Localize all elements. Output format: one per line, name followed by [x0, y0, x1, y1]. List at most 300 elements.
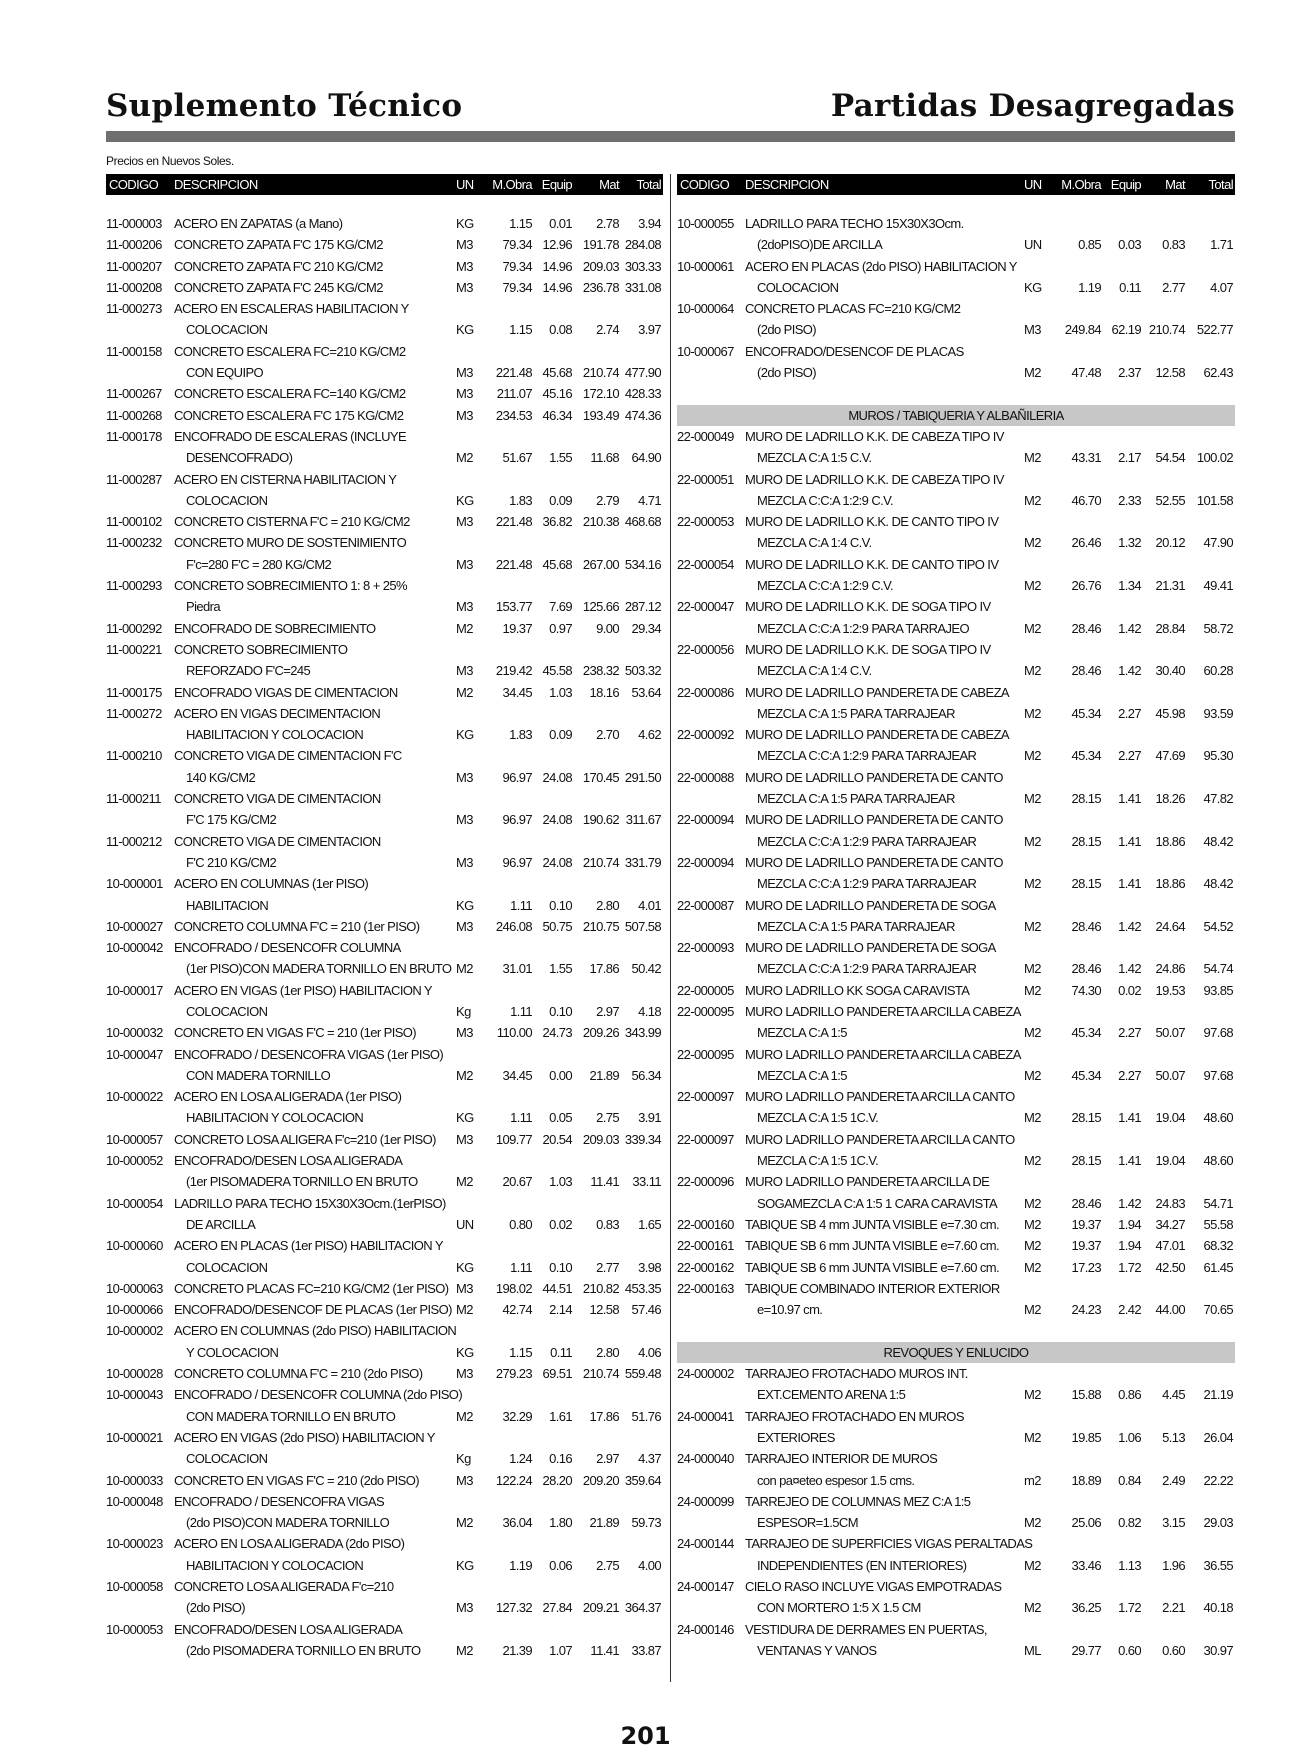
item-material-cost — [572, 639, 619, 660]
table-row — [106, 319, 663, 340]
item-material-cost: 30.40 — [1155, 663, 1185, 679]
item-equipment-cost — [1101, 469, 1141, 490]
item-code: 22-000095 — [677, 1003, 734, 1019]
table-row — [677, 1299, 1235, 1320]
item-description: DESENCOFRADO) — [186, 450, 293, 466]
item-code: 11-000268 — [106, 407, 162, 423]
header-unit: UN — [1024, 177, 1042, 192]
item-description: MURO DE LADRILLO K.K. DE SOGA TIPO IV — [745, 641, 991, 657]
item-description: e=10.97 cm. — [757, 1302, 823, 1318]
item-total: 339.34 — [624, 1131, 661, 1147]
page-title: Suplemento Técnico — [106, 88, 463, 124]
item-total: 534.16 — [624, 556, 661, 572]
item-description: ESPESOR=1.5CM — [757, 1515, 858, 1531]
table-row — [106, 809, 663, 830]
table-row — [106, 682, 663, 703]
item-material-cost: 236.78 — [582, 279, 619, 295]
item-material-cost: 24.64 — [1155, 918, 1185, 934]
item-description: MEZCLA C:A 1:5 1C.V. — [757, 1110, 879, 1126]
item-total: 53.64 — [631, 684, 661, 700]
item-equipment-cost — [532, 1533, 572, 1554]
item-total: 95.30 — [1203, 748, 1233, 764]
table-row — [677, 1470, 1235, 1491]
item-equipment-cost: 1.80 — [549, 1515, 572, 1531]
item-unit: M2 — [1024, 1600, 1041, 1616]
item-equipment-cost — [1101, 1129, 1141, 1150]
item-description: Piedra — [186, 599, 220, 615]
item-material-cost: 210.38 — [582, 514, 619, 530]
item-description: CONCRETO ZAPATA F'C 245 KG/CM2 — [174, 279, 383, 295]
table-body-left — [106, 213, 663, 1661]
item-unit — [456, 1320, 486, 1341]
item-description: HABILITACION — [186, 897, 269, 913]
table-row — [677, 490, 1235, 511]
item-labor-cost: 19.37 — [1071, 1216, 1101, 1232]
item-unit: M3 — [456, 365, 473, 381]
table-row — [106, 1363, 663, 1384]
header-unit: UN — [456, 177, 474, 192]
item-material-cost — [1141, 554, 1185, 575]
item-total: 101.58 — [1196, 492, 1233, 508]
item-unit — [456, 1384, 486, 1405]
item-code — [677, 1107, 745, 1128]
item-total: 311.67 — [625, 812, 661, 828]
item-total — [619, 1491, 663, 1512]
item-equipment-cost: 0.84 — [1118, 1472, 1141, 1488]
item-equipment-cost — [532, 532, 572, 553]
table-row — [106, 256, 663, 277]
item-description: MEZCLA C:C:A 1:2:9 PARA TARRAJEO — [757, 620, 969, 636]
item-total: 331.79 — [624, 854, 661, 870]
item-labor-cost — [1054, 298, 1101, 319]
table-row — [677, 809, 1235, 830]
item-equipment-cost — [1101, 426, 1141, 447]
item-description: ENCOFRADO/DESEN LOSA ALIGERADA — [174, 1153, 403, 1169]
item-equipment-cost: 62.19 — [1111, 322, 1141, 338]
table-row — [677, 1022, 1235, 1043]
item-code: 22-000097 — [677, 1089, 734, 1105]
item-material-cost — [1141, 937, 1185, 958]
item-labor-cost — [1054, 1129, 1101, 1150]
item-material-cost — [1141, 852, 1185, 873]
item-total: 4.37 — [638, 1451, 661, 1467]
table-row — [677, 256, 1235, 277]
item-description: ACERO EN ESCALERAS HABILITACION Y — [174, 301, 409, 317]
item-code — [106, 1171, 174, 1192]
item-equipment-cost: 14.96 — [542, 258, 572, 274]
table-row — [106, 1150, 663, 1171]
item-total: 3.91 — [638, 1110, 661, 1126]
item-total — [619, 469, 663, 490]
item-material-cost: 193.49 — [582, 407, 619, 423]
item-unit: M3 — [1024, 322, 1041, 338]
item-equipment-cost: 0.82 — [1118, 1515, 1141, 1531]
table-row — [677, 319, 1235, 340]
table-row — [106, 958, 663, 979]
item-equipment-cost: 1.41 — [1118, 876, 1141, 892]
item-equipment-cost: 2.27 — [1118, 1067, 1141, 1083]
item-description: CON MADERA TORNILLO EN BRUTO — [186, 1408, 396, 1424]
item-code — [677, 916, 745, 937]
item-labor-cost — [1054, 767, 1101, 788]
item-total — [1185, 1619, 1235, 1640]
item-description: MEZCLA C:A 1:5 PARA TARRAJEAR — [757, 918, 955, 934]
item-unit: M3 — [456, 237, 473, 253]
item-equipment-cost — [532, 1491, 572, 1512]
item-unit — [1024, 809, 1054, 830]
item-code — [677, 1065, 745, 1086]
item-code — [677, 1193, 745, 1214]
item-total: 3.94 — [638, 216, 661, 231]
item-material-cost — [1141, 596, 1185, 617]
item-equipment-cost — [532, 1086, 572, 1107]
item-labor-cost: 96.97 — [502, 769, 532, 785]
item-code: 22-000161 — [677, 1238, 734, 1254]
item-description: MEZCLA C:A 1:5 PARA TARRAJEAR — [757, 791, 955, 807]
item-material-cost: 24.83 — [1155, 1195, 1185, 1211]
item-description: MURO LADRILLO PANDERETA ARCILLA CANTO — [745, 1089, 1015, 1105]
item-description: F'C 210 KG/CM2 — [186, 854, 277, 870]
item-material-cost — [572, 1320, 619, 1341]
item-description: CONCRETO EN VIGAS F'C = 210 (2do PISO) — [174, 1472, 419, 1488]
item-labor-cost: 28.46 — [1071, 918, 1101, 934]
item-code — [677, 234, 745, 255]
item-description: ACERO EN ZAPATAS (a Mano) — [174, 216, 343, 231]
item-total — [619, 745, 663, 766]
item-material-cost — [572, 980, 619, 1001]
item-equipment-cost — [532, 788, 572, 809]
item-unit: M2 — [1024, 918, 1041, 934]
item-labor-cost: 28.46 — [1071, 620, 1101, 636]
item-unit: M2 — [456, 450, 473, 466]
item-labor-cost: 26.76 — [1071, 578, 1101, 594]
item-equipment-cost — [532, 873, 572, 894]
item-equipment-cost — [1101, 511, 1141, 532]
table-row — [106, 660, 663, 681]
item-code: 11-000102 — [106, 514, 162, 530]
item-material-cost — [1141, 1278, 1185, 1299]
item-code: 22-000095 — [677, 1046, 734, 1062]
item-description: MURO DE LADRILLO PANDERETA DE CABEZA — [745, 727, 1009, 743]
item-equipment-cost: 1.42 — [1118, 620, 1141, 636]
item-code — [106, 660, 174, 681]
item-description: ACERO EN PLACAS (1er PISO) HABILITACION Y — [174, 1238, 443, 1254]
item-unit — [1024, 426, 1054, 447]
item-code: 24-000002 — [677, 1366, 734, 1382]
item-material-cost: 2.78 — [596, 216, 619, 231]
item-total — [1185, 1406, 1235, 1427]
item-labor-cost: 29.77 — [1071, 1642, 1101, 1658]
item-labor-cost: 43.31 — [1071, 450, 1101, 466]
item-unit: M3 — [456, 599, 473, 615]
item-total: 3.98 — [638, 1259, 661, 1275]
item-labor-cost — [1054, 213, 1101, 234]
item-equipment-cost: 0.09 — [549, 727, 572, 743]
item-unit — [1024, 1363, 1054, 1384]
item-labor-cost: 28.46 — [1071, 663, 1101, 679]
table-row — [106, 234, 663, 255]
item-description: ACERO EN PLACAS (2do PISO) HABILITACION Y — [745, 258, 1017, 274]
item-description: F'C 175 KG/CM2 — [186, 812, 277, 828]
table-row — [106, 639, 663, 660]
item-labor-cost — [486, 426, 532, 447]
item-material-cost — [1141, 1491, 1185, 1512]
item-description: MEZCLA C:A 1:5 — [757, 1067, 847, 1083]
table-row — [106, 1193, 663, 1214]
item-description: ENCOFRADO/DESENCOF DE PLACAS (1er PISO) — [174, 1302, 452, 1318]
item-description: MURO LADRILLO KK SOGA CARAVISTA — [745, 982, 970, 998]
item-unit: M2 — [456, 1174, 473, 1190]
table-row — [677, 532, 1235, 553]
item-equipment-cost — [1101, 1278, 1141, 1299]
item-unit — [456, 703, 486, 724]
item-equipment-cost: 0.00 — [549, 1067, 572, 1083]
item-description: SOGAMEZCLA C:A 1:5 1 CARA CARAVISTA — [757, 1195, 998, 1211]
item-labor-cost: 19.37 — [1071, 1238, 1101, 1254]
item-equipment-cost — [1101, 724, 1141, 745]
item-code: 11-000206 — [106, 237, 162, 253]
item-description: 140 KG/CM2 — [186, 769, 256, 785]
item-equipment-cost: 0.06 — [549, 1557, 572, 1573]
item-code: 24-000040 — [677, 1451, 734, 1467]
item-material-cost: 2.21 — [1162, 1600, 1185, 1616]
item-code — [677, 532, 745, 553]
item-description: CON EQUIPO — [186, 365, 264, 381]
item-unit: ML — [1024, 1642, 1041, 1658]
item-material-cost: 2.70 — [596, 727, 619, 743]
item-material-cost — [572, 937, 619, 958]
table-row — [677, 682, 1235, 703]
item-unit: Kg — [456, 1451, 471, 1467]
item-labor-cost: 46.70 — [1071, 492, 1101, 508]
item-labor-cost: 249.84 — [1064, 322, 1101, 338]
item-equipment-cost — [1101, 1619, 1141, 1640]
item-labor-cost — [1054, 1044, 1101, 1065]
item-material-cost — [572, 1086, 619, 1107]
item-unit: M2 — [1024, 748, 1041, 764]
item-labor-cost: 1.15 — [509, 216, 532, 231]
item-equipment-cost: 0.02 — [549, 1216, 572, 1232]
item-equipment-cost: 0.05 — [549, 1110, 572, 1126]
item-total — [619, 298, 663, 319]
item-labor-cost: 110.00 — [496, 1025, 532, 1041]
table-row — [106, 298, 663, 319]
item-material-cost: 18.16 — [589, 684, 619, 700]
item-total — [1185, 767, 1235, 788]
table-row — [106, 383, 663, 404]
item-unit: KG — [456, 897, 474, 913]
item-total — [1185, 1171, 1235, 1192]
item-total: 1.65 — [638, 1216, 661, 1232]
item-code: 22-000092 — [677, 727, 734, 743]
item-equipment-cost: 2.33 — [1118, 492, 1141, 508]
table-row — [106, 277, 663, 298]
table-row — [677, 1384, 1235, 1405]
item-unit: M2 — [1024, 663, 1041, 679]
item-description: MEZCLA C:C:A 1:2:9 PARA TARRAJEAR — [757, 876, 977, 892]
item-material-cost: 210.74 — [582, 365, 619, 381]
table-row — [106, 1171, 663, 1192]
item-unit: M2 — [1024, 1067, 1041, 1083]
item-equipment-cost: 1.13 — [1118, 1557, 1141, 1573]
item-unit: M2 — [456, 684, 473, 700]
item-labor-cost: 26.46 — [1071, 535, 1101, 551]
item-material-cost: 125.66 — [582, 599, 619, 615]
item-labor-cost: 1.11 — [510, 1259, 532, 1275]
item-labor-cost — [486, 1384, 532, 1405]
item-equipment-cost — [1101, 1491, 1141, 1512]
item-total — [1185, 852, 1235, 873]
item-code: 10-000017 — [106, 982, 163, 998]
item-labor-cost — [1054, 1001, 1101, 1022]
table-row — [677, 234, 1235, 255]
item-labor-cost: 221.48 — [495, 556, 532, 572]
item-material-cost: 3.15 — [1162, 1515, 1185, 1531]
item-material-cost — [1141, 1406, 1185, 1427]
item-unit — [456, 532, 486, 553]
item-equipment-cost — [1101, 256, 1141, 277]
item-total — [1185, 1086, 1235, 1107]
item-labor-cost: 45.34 — [1071, 705, 1101, 721]
item-code: 24-000146 — [677, 1621, 734, 1637]
item-total: 522.77 — [1196, 322, 1233, 338]
item-code: 10-000054 — [106, 1195, 163, 1211]
item-description: CONCRETO MURO DE SOSTENIMIENTO — [174, 535, 407, 551]
item-labor-cost — [1054, 1278, 1101, 1299]
item-labor-cost: 36.04 — [502, 1515, 532, 1531]
table-row — [106, 469, 663, 490]
item-equipment-cost — [532, 1576, 572, 1597]
item-material-cost: 17.86 — [589, 1408, 619, 1424]
item-code: 11-000267 — [106, 386, 162, 402]
item-equipment-cost: 50.75 — [542, 918, 572, 934]
item-description: MEZCLA C:C:A 1:2:9 PARA TARRAJEAR — [757, 748, 977, 764]
item-labor-cost — [1054, 469, 1101, 490]
item-total — [619, 1150, 663, 1171]
item-total — [1185, 298, 1235, 319]
item-material-cost — [572, 1491, 619, 1512]
item-description: LADRILLO PARA TECHO 15X30X3Ocm. — [745, 216, 964, 231]
table-row — [106, 1107, 663, 1128]
item-labor-cost — [1054, 1406, 1101, 1427]
item-material-cost: 210.74 — [582, 1366, 619, 1382]
header-description: DESCRIPCION — [745, 177, 829, 192]
item-unit — [1024, 596, 1054, 617]
item-total: 287.12 — [624, 599, 661, 615]
item-labor-cost: 246.08 — [495, 918, 532, 934]
item-material-cost — [1141, 767, 1185, 788]
item-total: 33.11 — [632, 1174, 661, 1190]
item-unit — [1024, 1619, 1054, 1640]
item-material-cost: 47.01 — [1155, 1238, 1185, 1254]
item-labor-cost: 1.15 — [509, 1344, 532, 1360]
item-description: ACERO EN COLUMNAS (1er PISO) — [174, 876, 369, 892]
item-unit: M2 — [1024, 705, 1041, 721]
item-total — [619, 1384, 663, 1405]
item-labor-cost — [1054, 1533, 1101, 1554]
page-number: 201 — [620, 1722, 671, 1750]
table-row — [677, 341, 1235, 362]
item-unit: M2 — [456, 1515, 473, 1531]
item-total: 26.04 — [1203, 1429, 1233, 1445]
item-unit: M3 — [456, 854, 473, 870]
table-row — [677, 1427, 1235, 1448]
table-row — [106, 1044, 663, 1065]
item-description: (2do PISO)CON MADERA TORNILLO — [186, 1515, 390, 1531]
item-description: COLOCACION — [757, 279, 839, 295]
item-labor-cost — [1054, 596, 1101, 617]
item-material-cost: 209.21 — [582, 1600, 619, 1616]
item-material-cost: 12.58 — [589, 1302, 619, 1318]
item-material-cost: 11.68 — [590, 450, 619, 466]
table-row — [106, 788, 663, 809]
item-description: INDEPENDIENTES (EN INTERIORES) — [757, 1557, 967, 1573]
table-row — [106, 1576, 663, 1597]
item-description: MURO DE LADRILLO PANDERETA DE SOGA — [745, 897, 996, 913]
item-labor-cost: 221.48 — [495, 365, 532, 381]
table-row — [106, 1384, 663, 1405]
item-labor-cost — [486, 788, 532, 809]
item-labor-cost — [1054, 1086, 1101, 1107]
item-unit: M2 — [1024, 450, 1041, 466]
item-description: TARRAJEO DE SUPERFICIES VIGAS PERALTADAS — [745, 1536, 1033, 1552]
item-code: 24-000144 — [677, 1536, 734, 1552]
item-equipment-cost — [1101, 809, 1141, 830]
price-table-left — [106, 174, 663, 1661]
item-material-cost: 54.54 — [1155, 450, 1185, 466]
item-total — [619, 1619, 663, 1640]
item-equipment-cost: 1.94 — [1118, 1238, 1141, 1254]
item-code: 24-000147 — [677, 1579, 734, 1594]
table-row — [677, 767, 1235, 788]
item-material-cost — [572, 341, 619, 362]
item-code: 22-000053 — [677, 514, 734, 530]
item-code — [677, 1150, 745, 1171]
item-material-cost: 210.74 — [582, 854, 619, 870]
item-description: CONCRETO SOBRECIMIENTO — [174, 641, 348, 657]
item-equipment-cost: 1.07 — [549, 1642, 572, 1658]
item-unit — [456, 1086, 486, 1107]
item-unit: M2 — [1024, 1153, 1041, 1169]
item-code — [677, 1427, 745, 1448]
item-total: 29.34 — [631, 620, 661, 636]
section-heading: MUROS / TABIQUERIA Y ALBAÑILERIA — [677, 405, 1235, 426]
table-row — [677, 1065, 1235, 1086]
item-equipment-cost — [1101, 298, 1141, 319]
item-code — [106, 852, 174, 873]
item-equipment-cost: 1.32 — [1118, 535, 1141, 551]
item-unit — [1024, 895, 1054, 916]
item-description: CONCRETO COLUMNA F'C = 210 (2do PISO) — [174, 1366, 423, 1382]
item-equipment-cost: 0.01 — [549, 216, 572, 231]
item-labor-cost — [486, 1619, 532, 1640]
item-material-cost — [572, 469, 619, 490]
table-row — [677, 660, 1235, 681]
table-row — [106, 916, 663, 937]
item-code: 22-000054 — [677, 556, 734, 572]
item-unit: M3 — [456, 1280, 473, 1296]
item-material-cost — [1141, 469, 1185, 490]
table-row — [106, 1129, 663, 1150]
item-code — [677, 319, 745, 340]
item-code: 11-000212 — [106, 833, 162, 849]
item-total — [1185, 1001, 1235, 1022]
item-equipment-cost — [1101, 1533, 1141, 1554]
item-labor-cost — [486, 937, 532, 958]
table-row — [677, 1491, 1235, 1512]
item-unit — [1024, 682, 1054, 703]
item-code: 24-000099 — [677, 1493, 734, 1509]
